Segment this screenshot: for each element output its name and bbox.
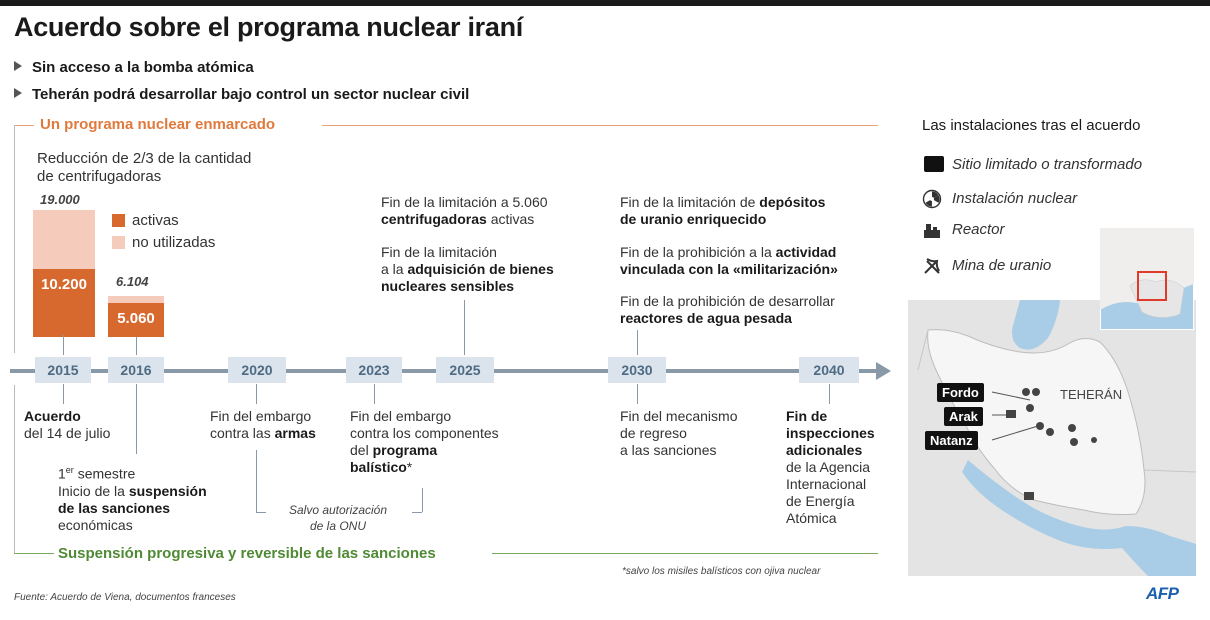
bottom-section-label: Suspensión progresiva y reversible de las sanciones	[58, 545, 436, 562]
bar-2015-unused	[33, 210, 95, 269]
bullet-2: Teherán podrá desarrollar bajo control un sector nuclear civil	[14, 86, 469, 103]
total-2015-label: 19.000	[40, 192, 80, 207]
site-fordo-label: Fordo	[937, 383, 984, 402]
event-2025-sensitive-goods: Fin de la limitación a la adquisición de bienes nucleares sensibles	[381, 244, 554, 294]
connector-2016-up	[136, 337, 137, 355]
salvo-bracket-left	[256, 450, 257, 512]
bar-2016-unused	[108, 296, 164, 303]
top-section-line-right	[322, 125, 878, 126]
bar-2015	[33, 210, 95, 337]
site-natanz-label: Natanz	[925, 431, 978, 450]
legend-active-swatch	[112, 214, 125, 227]
year-2020: 2020	[228, 357, 286, 383]
map-title: Las instalaciones tras el acuerdo	[922, 117, 1141, 134]
reactor-icon	[922, 222, 942, 240]
year-2016: 2016	[108, 357, 164, 383]
black-square-icon	[924, 156, 944, 172]
total-2016-label: 6.104	[116, 274, 149, 289]
connector-2030-down	[637, 384, 638, 404]
bullet-1: Sin acceso a la bomba atómica	[14, 59, 254, 76]
bracket-left-vertical	[14, 125, 15, 353]
event-2016-sanctions: 1er semestre Inicio de la suspensión de las sanciones económicas	[58, 465, 207, 533]
event-2023-ballistic: Fin del embargo contra los componentes del programa balístico*	[350, 408, 499, 475]
radiation-icon	[922, 189, 942, 209]
connector-2030-up	[637, 330, 638, 355]
legend-uranium-mine: Mina de uranio	[952, 257, 1052, 274]
salvo-bracket-bottom-left	[256, 512, 266, 513]
bar-2016	[108, 296, 164, 337]
connector-2015-up	[63, 335, 64, 355]
top-bar	[0, 0, 1210, 6]
event-2030-snapback: Fin del mecanismo de regreso a las sanciones	[620, 408, 738, 458]
event-2030-militarization: Fin de la prohibición a la actividad vinculada con la «militarización»	[620, 244, 838, 277]
centrifuge-heading: Reducción de 2/3 de la cantidad de centrifugadoras	[37, 150, 252, 185]
legend-limited-site: Sitio limitado o transformado	[952, 156, 1143, 173]
bar-2015-active-label: 10.200	[41, 276, 87, 293]
salvo-note: Salvo autorización de la ONU	[288, 503, 388, 533]
connector-2025-up	[464, 300, 465, 355]
bullet-arrow-icon	[14, 61, 22, 71]
event-2040-inspections: Fin de inspecciones adicionales de la Agencia Internacional de Energía Atómica	[786, 408, 875, 526]
bullet-arrow-icon	[14, 88, 22, 98]
legend-active-label: activas	[132, 212, 179, 229]
year-2040: 2040	[799, 357, 859, 383]
top-section-label: Un programa nuclear enmarcado	[40, 116, 276, 133]
event-2030-heavy-water: Fin de la prohibición de desarrollar reactores de agua pesada	[620, 293, 835, 326]
legend-unused-label: no utilizadas	[132, 234, 216, 251]
year-2015: 2015	[35, 357, 91, 383]
footnote: *salvo los misiles balísticos con ojiva nuclear	[622, 566, 821, 577]
capital-label: TEHERÁN	[1060, 387, 1123, 402]
event-2025-centrifuges: Fin de la limitación a 5.060 centrifugadoras activas	[381, 194, 548, 227]
afp-logo: AFP	[1146, 584, 1179, 603]
mine-icon	[922, 256, 942, 276]
connector-2020-down	[256, 384, 257, 404]
event-2015-agreement: Acuerdo del 14 de julio	[24, 408, 111, 441]
connector-2016-down	[136, 384, 137, 454]
legend-reactor: Reactor	[952, 221, 1005, 238]
bottom-section-line-right	[492, 553, 878, 554]
connector-2023-down	[374, 384, 375, 404]
page-title: Acuerdo sobre el programa nuclear iraní	[14, 12, 523, 42]
bracket-left-vertical-lower	[14, 385, 15, 553]
event-2020-arms: Fin del embargo contra las armas	[210, 408, 316, 441]
year-2030: 2030	[608, 357, 666, 383]
legend-nuclear-site: Instalación nuclear	[952, 190, 1078, 207]
connector-2040-down	[829, 384, 830, 404]
legend-unused-swatch	[112, 236, 125, 249]
bar-2015-active	[33, 269, 95, 337]
bar-2016-active-label: 5.060	[117, 310, 155, 327]
year-2023: 2023	[346, 357, 402, 383]
bar-2016-active	[108, 303, 164, 337]
year-2025: 2025	[436, 357, 494, 383]
site-arak-label: Arak	[944, 407, 983, 426]
bottom-section-line-left	[14, 553, 54, 554]
salvo-bracket-right	[422, 488, 423, 512]
timeline-arrow-icon	[876, 362, 891, 380]
salvo-bracket-bottom-right	[412, 512, 422, 513]
inset-locator-map	[1100, 228, 1194, 330]
event-2030-uranium: Fin de la limitación de depósitos de uranio enriquecido	[620, 194, 826, 227]
source-note: Fuente: Acuerdo de Viena, documentos franceses	[14, 592, 236, 603]
connector-2015-down	[63, 384, 64, 404]
top-section-line-left	[14, 125, 34, 126]
